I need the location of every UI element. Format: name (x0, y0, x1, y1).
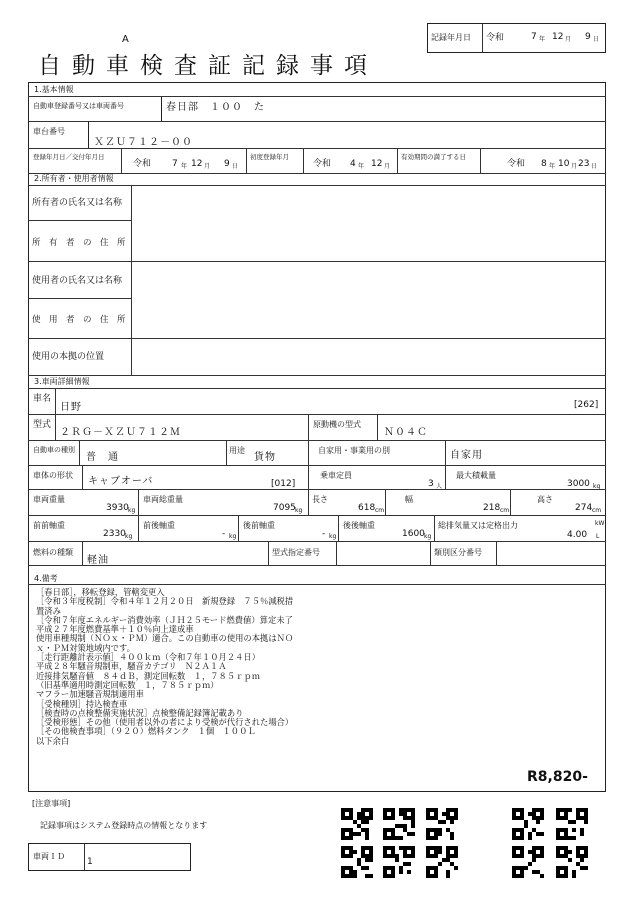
max-load-label: 最大積載量 (456, 471, 496, 480)
height-value: 274 (575, 503, 593, 513)
reg-date-label: 登録年月日／交付年月日 (33, 153, 105, 161)
price-stamp: R8,820- (527, 769, 588, 785)
qr-code-6 (426, 846, 458, 878)
kind-value: 普 通 (86, 452, 119, 463)
reg-no-label: 自動車登録番号又は車両番号 (33, 102, 124, 110)
vehicle-id-label: 車両ＩＤ (33, 852, 65, 861)
record-date-day: 9 (585, 32, 591, 42)
record-date-year: 7 (531, 32, 537, 42)
fr-axle-label: 前後軸重 (143, 521, 175, 530)
remarks-line: ｘ・ＰＭ対策地域内です。 (36, 642, 135, 653)
body-label: 車体の形状 (33, 471, 73, 480)
notice-title: [注意事項] (32, 799, 71, 808)
gross-label: 車両総重量 (143, 495, 183, 504)
remarks-line: ［令和７年度エネルギー消費効率（ＪＨ２５モード燃費値）算定未了 (36, 614, 293, 625)
remarks-line: ［令和３年度税制］令和４年１２月２０日 新規登録 ７５％減税措 (36, 596, 294, 607)
qr-code-4 (341, 846, 373, 878)
qr-code-5 (383, 846, 415, 878)
fuel-label: 燃料の種類 (33, 548, 73, 557)
maker-code: [262] (574, 400, 599, 410)
maker-label: 車名 (33, 394, 52, 404)
rr-axle-value: 1600 (402, 529, 425, 539)
reg-date-era: 令和 (133, 159, 152, 169)
weight-label: 車両重量 (33, 495, 65, 504)
engine-value: Ｎ０４Ｃ (384, 427, 428, 438)
remarks-line: 置済み (36, 605, 61, 616)
section-vehicle-header: 3.車両詳細情報 (34, 377, 90, 386)
capacity-value: 3 (428, 479, 434, 489)
first-reg-era: 令和 (313, 159, 332, 169)
qr-code-8 (556, 808, 588, 840)
maker-value: 日野 (60, 402, 82, 413)
user-name-label: 使用者の氏名又は名称 (32, 276, 123, 286)
rf-axle-label: 後前軸重 (243, 521, 275, 530)
owner-address-label: 所 有 者 の 住 所 (32, 238, 126, 248)
remarks-line: ［春日部］，移転登録，管轄変更入 (36, 587, 165, 597)
document-title: 自動車検査証記録事項 (38, 53, 378, 79)
width-label: 幅 (405, 495, 413, 504)
vehicle-id-value: 1 (87, 857, 93, 867)
vehicle-id-box (28, 843, 191, 871)
remarks-line: マフラー加速騒音規制適用車 (36, 689, 144, 700)
category-label: 類別区分番号 (434, 548, 482, 557)
remarks-line: ［検査時の点検整備実施状況］点検整備記録簿記載あり (36, 707, 244, 718)
model-value: ２ＲＧ－ＸＺＵ７１２Ｍ (60, 427, 181, 438)
fuel-value: 軽油 (87, 555, 109, 566)
use-label: 用途 (229, 446, 245, 455)
remarks-text (36, 588, 396, 746)
first-reg-label: 初度登録年月 (250, 153, 289, 161)
remarks-line: 近接排気騒音値 ８４ｄＢ，測定回転数 １，７８５ｒｐｍ (36, 670, 261, 681)
ff-axle-value: 2330 (103, 529, 126, 539)
user-address-label: 使 用 者 の 住 所 (32, 315, 126, 325)
qr-code-10 (556, 846, 588, 878)
ff-axle-label: 前前軸重 (33, 521, 65, 530)
chassis-value: ＸＺＵ７１２－００ (94, 137, 193, 148)
height-label: 高さ (537, 495, 553, 504)
body-code: [012] (271, 479, 296, 489)
header-letter: A (122, 34, 129, 45)
remarks-line: （旧基準適用時測定回転数 １，７８５ｒｐｍ） (36, 679, 219, 690)
qr-code-7 (512, 808, 544, 840)
rr-axle-label: 後後軸重 (343, 521, 375, 530)
displacement-label: 総排気量又は定格出力 (438, 521, 518, 530)
designation-label: 型式指定番号 (272, 548, 320, 557)
kind-label: 自動車の種別 (33, 446, 75, 454)
section-owner-header: 2.所有者・使用者情報 (34, 174, 114, 183)
remarks-line: 使用車種規制（ＮＯｘ・ＰＭ）適合。この自動車の使用の本拠はＮＯ (36, 633, 294, 644)
remarks-line: 平成２８年騒音規制車，騒音カテゴリ Ｎ２Ａ１Ａ (36, 661, 227, 672)
record-date-box: 記録年月日 令和 7 年 12 月 9 日 (427, 23, 606, 53)
expiry-era: 令和 (507, 159, 526, 169)
qr-code-1 (341, 808, 373, 840)
remarks-line: 平成２７年度燃費基準＋１０％向上達成車 (36, 624, 194, 635)
section-basic-header: 1.基本情報 (34, 85, 74, 94)
record-date-era: 令和 (486, 33, 505, 43)
engine-label: 原動機の型式 (313, 420, 361, 429)
remarks-line: ［その他検査事項］（９２０）燃料タンク １個 １００Ｌ (36, 726, 256, 737)
weight-value: 3930 (106, 503, 129, 513)
reg-no-value: 春日部 １００ た (166, 102, 265, 113)
chassis-label: 車台番号 (33, 127, 65, 136)
capacity-label: 乗車定員 (320, 471, 352, 480)
remarks-line: ［走行距離計表示値］４００ｋｍ（令和７年１０月２４日） (36, 652, 261, 663)
qr-code-3 (426, 808, 458, 840)
length-value: 618 (358, 503, 376, 513)
notice-text: 記録事項はシステム登録時点の情報となります (40, 821, 208, 830)
record-date-label: 記録年月日 (431, 33, 471, 42)
owner-name-label: 所有者の氏名又は名称 (32, 198, 123, 208)
displacement-value: 4.00 (567, 530, 588, 540)
width-value: 218 (483, 503, 501, 513)
qr-code-2 (383, 808, 415, 840)
model-label: 型式 (33, 420, 52, 430)
gross-value: 7095 (273, 503, 296, 513)
business-value: 自家用 (450, 450, 483, 461)
qr-code-9 (512, 846, 544, 878)
max-load-value: 3000 (567, 479, 590, 489)
business-label: 自家用・事業用の別 (318, 446, 390, 455)
use-value: 貨物 (254, 452, 276, 463)
body-value: キャブオーバ (88, 476, 154, 487)
remarks-line: 以下余白 (36, 735, 70, 746)
fr-axle-value: - (222, 529, 226, 539)
section-remarks-header: 4.備考 (34, 574, 58, 583)
record-date-month: 12 (552, 32, 564, 42)
expiry-label: 有効期間の満了する日 (401, 153, 466, 161)
length-label: 長さ (312, 495, 328, 504)
rf-axle-value: - (322, 529, 326, 539)
remarks-line: ［受検種別］持込検査車 (36, 698, 128, 709)
base-location-label: 使用の本拠の位置 (32, 352, 105, 362)
remarks-line: ［受検形態］その他（使用者以外の者により受検が代行された場合） (36, 717, 294, 728)
